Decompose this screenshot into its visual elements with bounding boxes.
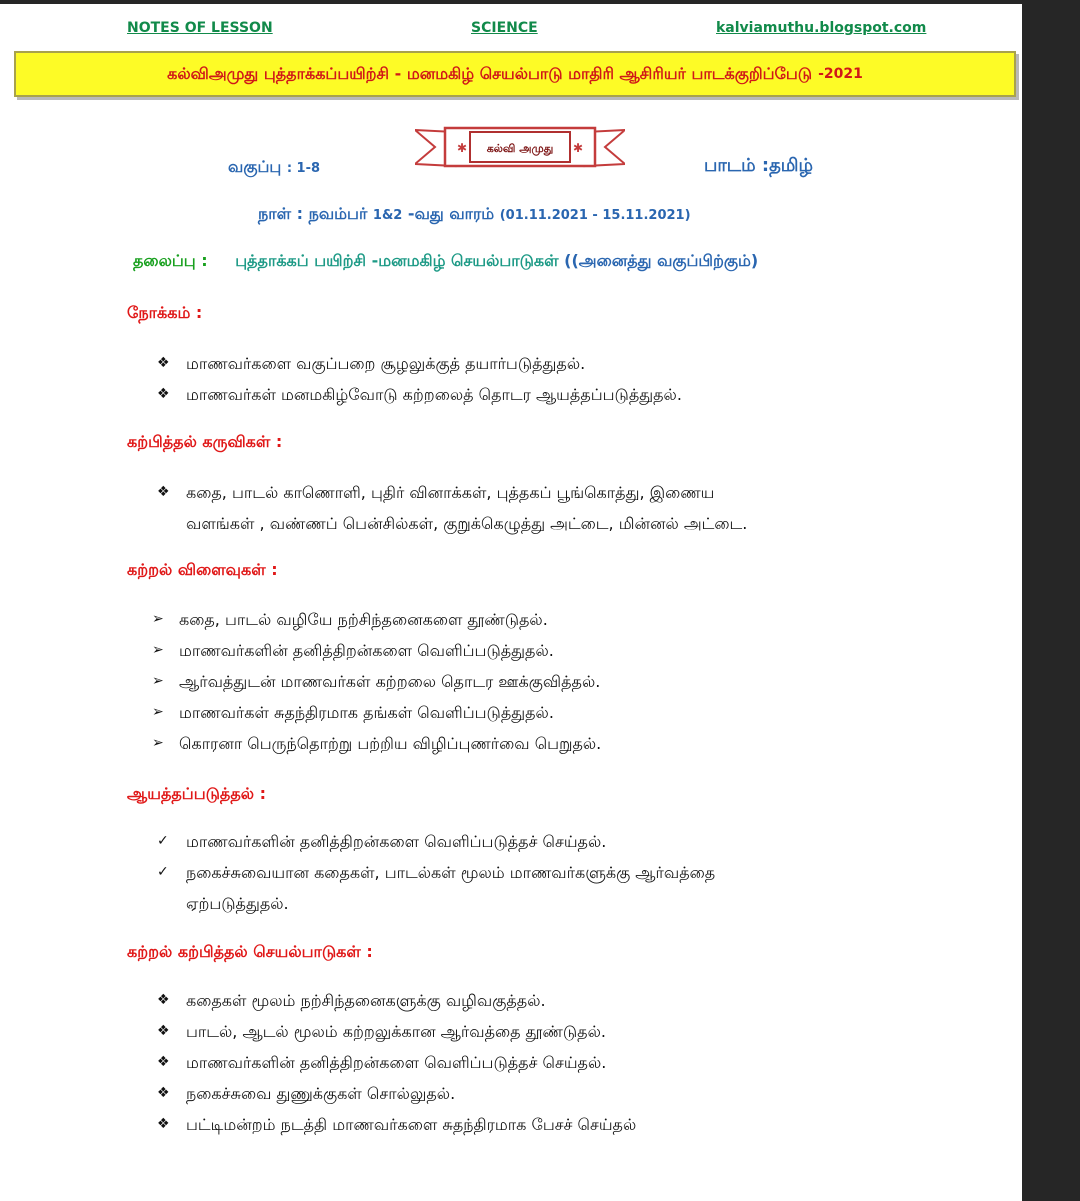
logo-text: கல்வி அமுது: [486, 142, 554, 155]
prep-heading: ஆயத்தப்படுத்தல் :: [127, 784, 266, 803]
list-item: ✓ மாணவர்களின் தனித்திறன்களை வெளிப்படுத்தச் செய்தல்.: [157, 826, 715, 857]
aim-heading: நோக்கம் :: [127, 303, 203, 322]
list-item: ❖ கதை, பாடல் காணொளி, புதிர் வினாக்கள், புத்தகப் பூங்கொத்து, இணைய: [157, 477, 747, 508]
list-item: ❖ மாணவர்களை வகுப்பறை சூழலுக்குத் தயார்படுத்துதல்.: [157, 348, 682, 379]
diamond-bullet-icon: ❖: [157, 386, 170, 402]
date-label: நாள் : நவம்பர்: [258, 204, 368, 223]
check-bullet-icon: ✓: [157, 864, 169, 880]
diamond-bullet-icon: ❖: [157, 484, 170, 500]
list-item: ❖ பட்டிமன்றம் நடத்தி மாணவர்களை சுதந்திரமாக பேசச் செய்தல்: [157, 1109, 636, 1140]
subject-value: தமிழ்: [769, 155, 814, 176]
list-item: ❖ நகைச்சுவை துணுக்குகள் சொல்லுதல்.: [157, 1078, 636, 1109]
topic-label: தலைப்பு :: [133, 251, 208, 270]
topic-line: [133, 251, 758, 272]
list-item-continued: வளங்கள் , வண்ணப் பென்சில்கள், குறுக்கெழுத்து அட்டை, மின்னல் அட்டை.: [186, 514, 748, 533]
diamond-bullet-icon: ❖: [157, 1116, 170, 1132]
prep-list: [157, 826, 715, 919]
list-item: ✓ நகைச்சுவையான கதைகள், பாடல்கள் மூலம் மாணவர்களுக்கு ஆர்வத்தை: [157, 857, 715, 888]
arrow-bullet-icon: ➢: [152, 673, 164, 689]
outcomes-list: [152, 604, 601, 759]
diamond-bullet-icon: ❖: [157, 992, 170, 1008]
list-item: ➢ கொரனா பெருந்தொற்று பற்றிய விழிப்புணர்வை பெறுதல்.: [152, 728, 601, 759]
list-item: ❖ பாடல், ஆடல் மூலம் கற்றலுக்கான ஆர்வத்தை தூண்டுதல்.: [157, 1016, 636, 1047]
arrow-bullet-icon: ➢: [152, 611, 164, 627]
arrow-bullet-icon: ➢: [152, 704, 164, 720]
aim-list: [157, 348, 682, 410]
class-label: வகுப்பு: [228, 157, 282, 176]
class-value: : 1-8: [286, 161, 321, 176]
diamond-bullet-icon: ❖: [157, 1023, 170, 1039]
banner-title: கல்விஅமுது புத்தாக்கப்பயிற்சி - மனமகிழ் செயல்பாடு மாதிரி ஆசிரியர் பாடக்குறிப்பேடு: [167, 63, 813, 83]
science-label: SCIENCE: [471, 20, 538, 36]
header-row: [0, 20, 1022, 40]
list-item: ➢ ஆர்வத்துடன் மாணவர்கள் கற்றலை தொடர ஊக்குவித்தல்.: [152, 666, 601, 697]
notes-of-lesson-label: NOTES OF LESSON: [127, 20, 273, 36]
subject-label: பாடம் :: [704, 155, 770, 176]
date-line: [258, 204, 691, 225]
date-range: (01.11.2021 - 15.11.2021): [499, 208, 691, 223]
topic-value: புத்தாக்கப் பயிற்சி -மனமகிழ் செயல்பாடுகள்: [235, 251, 559, 270]
document-page: [0, 4, 1022, 1201]
svg-text:✱: ✱: [573, 141, 584, 155]
title-banner: [14, 51, 1016, 97]
arrow-bullet-icon: ➢: [152, 642, 164, 658]
banner-year: -2021: [818, 66, 863, 82]
activities-list: [157, 985, 636, 1140]
arrow-bullet-icon: ➢: [152, 735, 164, 751]
subject-line: [704, 155, 813, 178]
diamond-bullet-icon: ❖: [157, 1085, 170, 1101]
blog-link[interactable]: kalviamuthu.blogspot.com: [716, 20, 927, 36]
tools-heading: கற்பித்தல் கருவிகள் :: [127, 432, 283, 451]
list-item: ❖ மாணவர்களின் தனித்திறன்களை வெளிப்படுத்தச் செய்தல்.: [157, 1047, 636, 1078]
diamond-bullet-icon: ❖: [157, 355, 170, 371]
list-item: ❖ கதைகள் மூலம் நற்சிந்தனைகளுக்கு வழிவகுத்தல்.: [157, 985, 636, 1016]
list-item: ➢ கதை, பாடல் வழியே நற்சிந்தனைகளை தூண்டுதல்.: [152, 604, 601, 635]
date-suffix: -வது வாரம்: [407, 204, 495, 223]
tools-list: [157, 477, 747, 539]
check-bullet-icon: ✓: [157, 833, 169, 849]
outcomes-heading: கற்றல் விளைவுகள் :: [127, 560, 278, 579]
topic-scope: ((அனைத்து வகுப்பிற்கும்): [564, 251, 759, 270]
date-week: 1&2: [372, 208, 403, 223]
list-item: ➢ மாணவர்கள் சுதந்திரமாக தங்கள் வெளிப்படுத்துதல்.: [152, 697, 601, 728]
diamond-bullet-icon: ❖: [157, 1054, 170, 1070]
activities-heading: கற்றல் கற்பித்தல் செயல்பாடுகள் :: [127, 942, 373, 961]
list-item: ❖ மாணவர்கள் மனமகிழ்வோடு கற்றலைத் தொடர ஆயத்தப்படுத்துதல்.: [157, 379, 682, 410]
kalvi-amudhu-ribbon-logo: [415, 122, 625, 172]
list-item: ➢ மாணவர்களின் தனித்திறன்களை வெளிப்படுத்துதல்.: [152, 635, 601, 666]
svg-text:✱: ✱: [457, 141, 468, 155]
list-item-continued: ஏற்படுத்துதல்.: [186, 894, 289, 913]
class-line: [228, 157, 320, 178]
